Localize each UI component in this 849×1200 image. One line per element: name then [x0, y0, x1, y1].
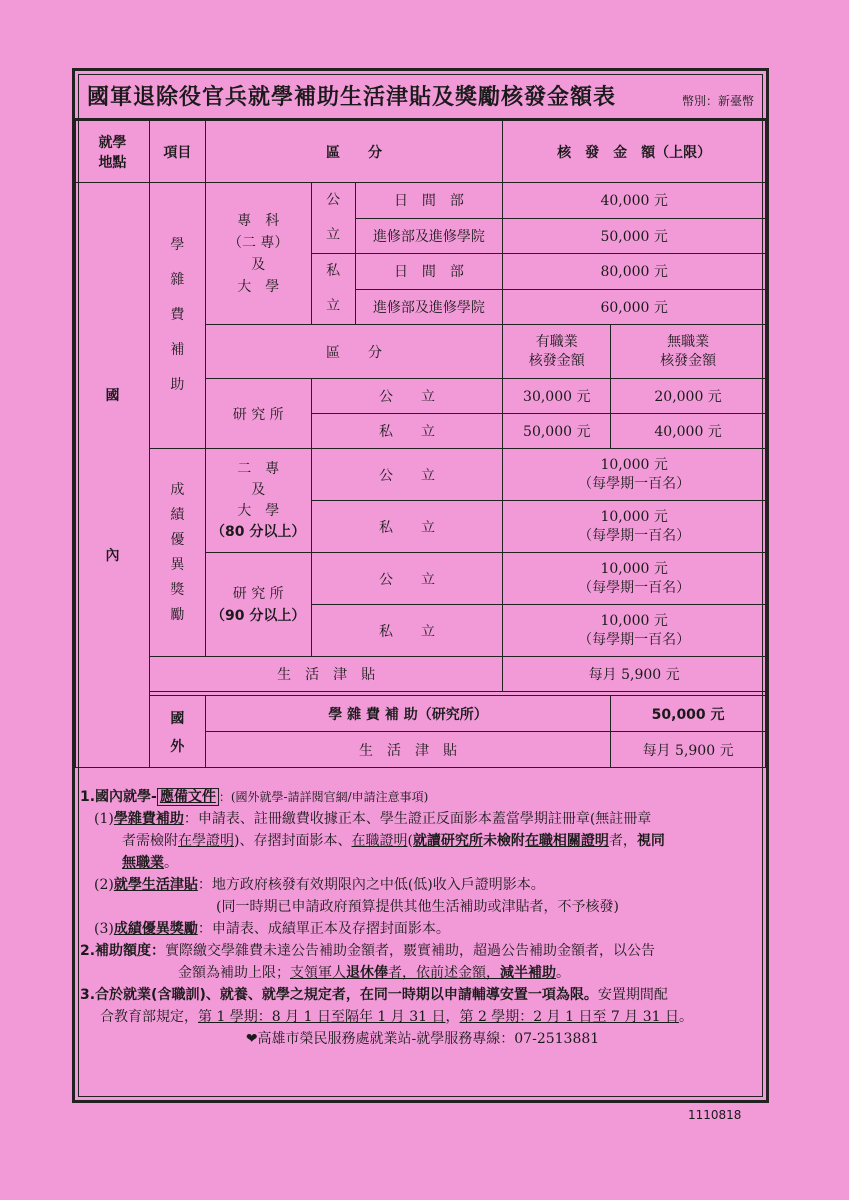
type-cell: 公 立: [311, 379, 503, 414]
type-cell: 公 立: [311, 553, 503, 605]
note-2: 2.補助額度：實際繳交學雜費未達公告補助金額者，覈實補助，超過公告補助金額者，以公告: [80, 943, 656, 959]
public-label: 公 立: [311, 183, 355, 254]
division-cell: 進修部及進修學院: [355, 289, 503, 325]
division-cell: 進修部及進修學院: [355, 218, 503, 254]
page-title: 國軍退除役官兵就學補助生活津貼及獎勵核發金額表: [87, 85, 617, 110]
sub-header-unemployed: 無職業 核發金額: [611, 325, 766, 379]
header-location: 就學 地點: [76, 121, 150, 183]
type-cell: 公 立: [311, 449, 503, 501]
private-label: 私 立: [311, 254, 355, 325]
unemployed-amount: 40,000 元: [611, 414, 766, 449]
type-cell: 私 立: [311, 605, 503, 657]
amount-cell: 50,000 元: [503, 218, 766, 254]
header-item: 項目: [149, 121, 205, 183]
note-3: 3.合於就業(含職訓)、就養、就學之規定者，在同一時期以申請輔導安置一項為限。安置期間配: [80, 987, 668, 1003]
living-allowance-label: 生 活 津 貼: [149, 657, 502, 692]
header-amount: 核 發 金 額（上限）: [503, 121, 766, 183]
table-row: [76, 449, 766, 501]
amount-cell: 60,000 元: [503, 289, 766, 325]
unemployed-amount: 20,000 元: [611, 379, 766, 414]
title-row: [75, 72, 766, 120]
document-code: 1110818: [688, 1108, 742, 1122]
domestic-label: 國 內: [76, 183, 150, 768]
notes-section: 1.國內就學- 應備文件 ：(國外就學-請詳閱官網/申請注意事項) (1)學雜費補助：申請表、註冊繳費收據正本、學生證正反面影本蓋當學期註冊章(無註冊章 者需檢附在學證明)、存摺封面影本、在職證明(就讀研究所未檢附在職相關證明者，視同 無職業。 (2)就學生活津貼：地方政府核發有效期限內之中低(低)收入戶證明影本。 (同一時期已申請政府預算提供其他生活補助或津貼者，不予核發) (3)成績優異獎勵：申請表、成績單正本及存摺封面影本。 2.補助額度：實際繳交學雜費未達公告補助金額者，覈實補助，超過公告補助金額者，以公告 金額為補助上限；支領軍人退休俸者，依前述金額，減半補助。 3.合於就業(含職訓)、就養、就學之規定者，在同一時期以申請輔導安置一項為限。安置期間配 合教育部規定，第 1 學期：8 月 1 日至隔年 1 月 31 日，第 2 學期：2 月 1 日至 7 月 31 日。 ❤高雄市榮民服務處就業站-就學服務專線：07-2513881: [80, 786, 765, 1050]
table-row: [76, 183, 766, 219]
award-label: 成 績 優 異 獎 勵: [149, 449, 205, 657]
note-1b: (2)就學生活津貼：地方政府核發有效期限內之中低(低)收入戶證明影本。: [94, 877, 545, 893]
living-allowance-amount: 每月 5,900 元: [503, 657, 766, 692]
award-college-label: 二 專 及 大 學 （80 分以上）: [205, 449, 311, 553]
table-row: [76, 696, 766, 732]
tuition-label: 學 雜 費 補 助: [149, 183, 205, 449]
abroad-tuition-label: 學 雜 費 補 助（研究所）: [205, 696, 610, 732]
note-1c: (3)成績優異獎勵：申請表、成績單正本及存摺封面影本。: [94, 921, 450, 937]
heart-icon: ❤: [245, 1031, 258, 1047]
sub-header-category: 區 分: [205, 325, 503, 379]
division-cell: 日 間 部: [355, 183, 503, 219]
hotline: ❤高雄市榮民服務處就業站-就學服務專線：07-2513881: [245, 1031, 600, 1047]
amount-cell: 10,000 元 （每學期一百名）: [503, 501, 766, 553]
currency-note: 幣別：新臺幣: [681, 94, 754, 108]
abroad-living-amount: 每月 5,900 元: [611, 732, 766, 768]
division-cell: 日 間 部: [355, 254, 503, 290]
amount-table: [75, 120, 766, 768]
amount-cell: 80,000 元: [503, 254, 766, 290]
college-label: 專 科 （二 專） 及 大 學: [205, 183, 311, 325]
abroad-label: 國 外: [149, 696, 205, 768]
award-graduate-label: 研 究 所 （90 分以上）: [205, 553, 311, 657]
amount-cell: 40,000 元: [503, 183, 766, 219]
amount-cell: 10,000 元 （每學期一百名）: [503, 553, 766, 605]
note-1a: (1)學雜費補助：申請表、註冊繳費收據正本、學生證正反面影本蓋當學期註冊章(無註冊章: [94, 811, 652, 827]
amount-cell: 10,000 元 （每學期一百名）: [503, 449, 766, 501]
abroad-living-label: 生 活 津 貼: [205, 732, 610, 768]
graduate-label: 研 究 所: [205, 379, 311, 449]
abroad-tuition-amount: 50,000 元: [611, 696, 766, 732]
amount-cell: 10,000 元 （每學期一百名）: [503, 605, 766, 657]
type-cell: 私 立: [311, 414, 503, 449]
table-row: [76, 657, 766, 692]
employed-amount: 50,000 元: [503, 414, 611, 449]
table-header-row: [76, 121, 766, 183]
header-category: 區 分: [205, 121, 503, 183]
sub-header-employed: 有職業 核發金額: [503, 325, 611, 379]
employed-amount: 30,000 元: [503, 379, 611, 414]
type-cell: 私 立: [311, 501, 503, 553]
note-1: 1.國內就學- 應備文件 ：(國外就學-請詳閱官網/申請注意事項): [80, 789, 429, 805]
